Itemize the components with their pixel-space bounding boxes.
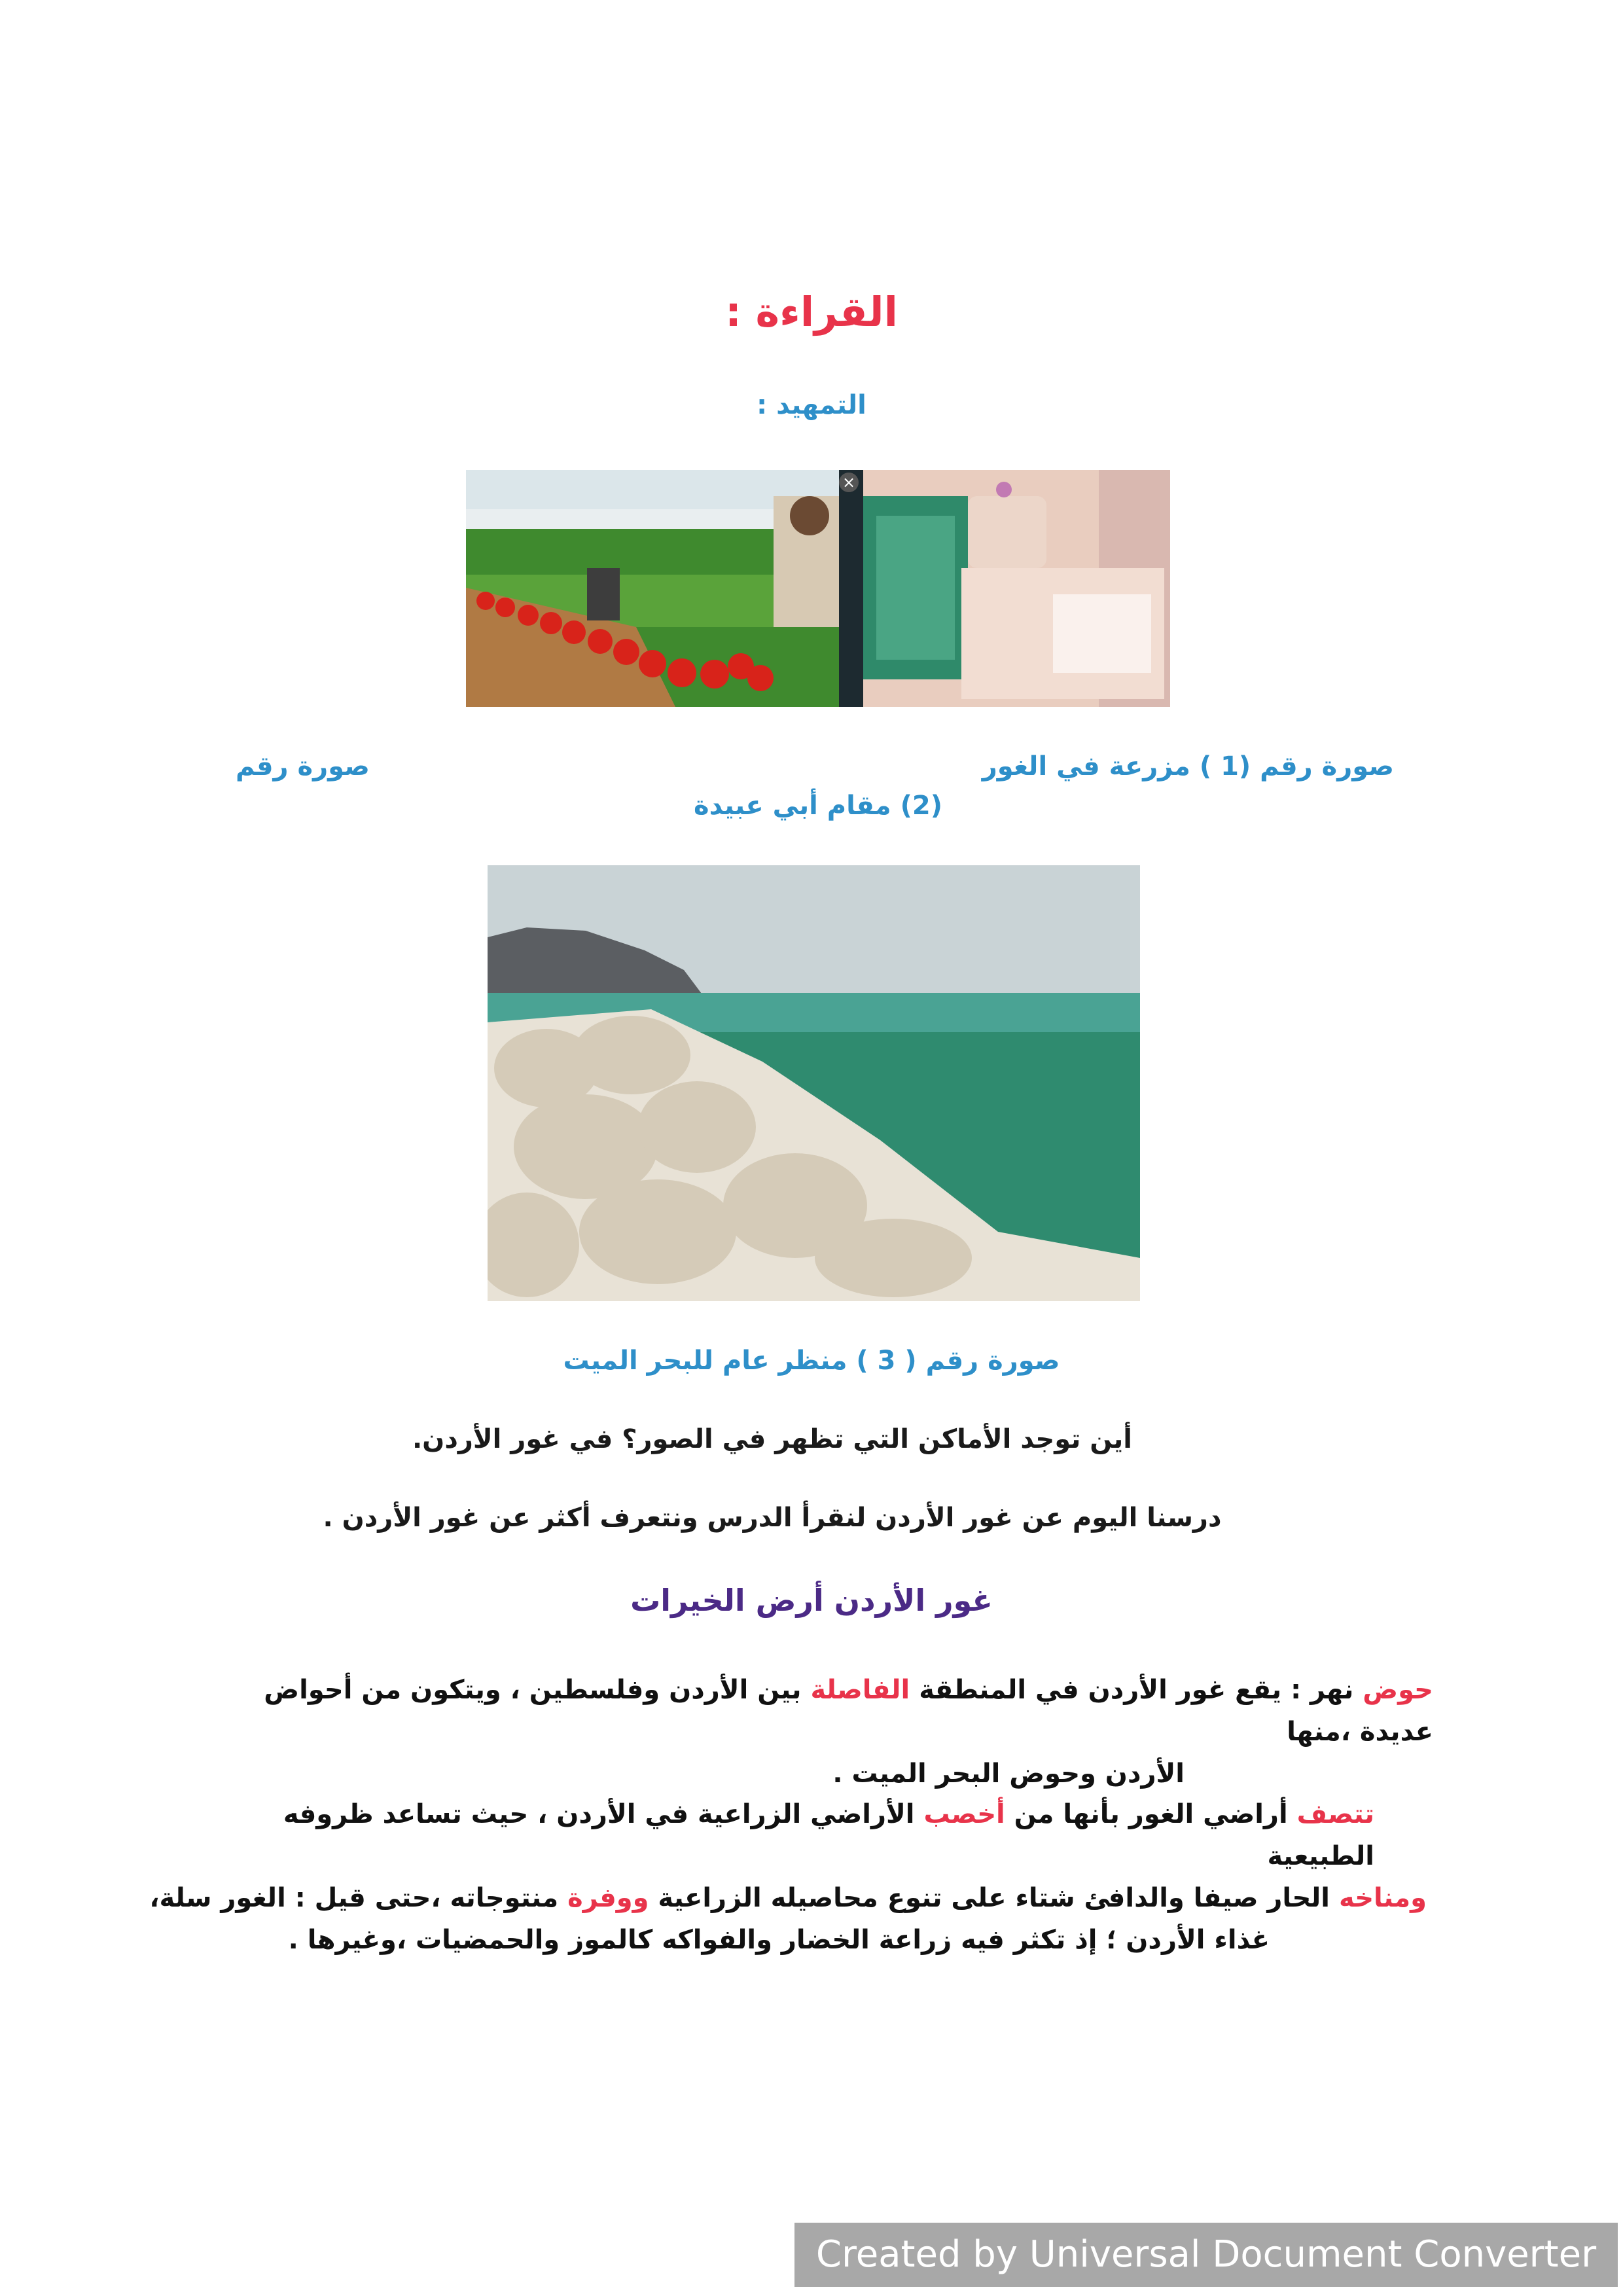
page-title: القراءة : [725,288,898,336]
highlight-word: ووفرة [567,1883,649,1913]
paragraph-1-line-2: الأردن وحوض البحر الميت . [832,1759,1185,1789]
photo-1-caption: صورة رقم (1 ) مزرعة في الغور [982,751,1394,781]
photo-3-caption: صورة رقم ( 3 ) منظر عام للبحر الميت [563,1346,1060,1376]
dead-sea-illustration [488,865,1140,1301]
paragraph-2-line-1 [196,1793,1427,1877]
paragraph-text: بين الأردن وفلسطين ، ويتكون من أحواض عديدة ،منها [264,1675,1433,1747]
shrine-illustration [863,470,1170,707]
paragraph-text: أراضي الغور بأنها من [1005,1799,1297,1829]
farm-photo [466,470,863,707]
shrine-photo [863,470,1170,707]
highlight-word: أخصب [923,1799,1005,1829]
highlight-word: ومناخه [1338,1883,1427,1913]
paragraph-text: منتوجاته ،حتى قيل : الغور سلة، [149,1883,568,1913]
paragraph-2 [149,1793,1427,1961]
photo-2-caption-part1: صورة رقم [236,751,370,781]
question-text: أين توجد الأماكن التي تظهر في الصور؟ في غور الأردن. [412,1424,1133,1454]
paragraph-1 [196,1669,1433,1795]
paragraph-text: نهر : يقع غور الأردن في المنطقة [910,1675,1363,1705]
intro-text: درسنا اليوم عن غور الأردن لنقرأ الدرس ونتعرف أكثر عن غور الأردن . [323,1503,1222,1533]
farm-illustration [466,470,863,707]
lesson-heading: غور الأردن أرض الخيرات [630,1583,993,1618]
paragraph-1-line-1 [196,1669,1433,1753]
paragraph-text: الحار صيفا والدافئ شتاء على تنوع محاصيله الزراعية [649,1883,1339,1913]
highlight-word: تتصف [1296,1799,1374,1829]
dead-sea-photo [488,865,1140,1301]
highlight-word: حوض [1363,1675,1433,1705]
paragraph-2-line-3: غذاء الأردن ؛ إذ تكثر فيه زراعة الخضار والفواكه كالموز والحمضيات ،وغيرها . [288,1925,1270,1955]
highlight-word: الفاصلة [810,1675,910,1705]
section-subtitle: التمهيد : [757,390,866,420]
photo-2-caption-part2: (2) مقام أبي عبيدة [694,791,942,821]
close-icon[interactable]: × [839,473,859,492]
paragraph-2-line-2 [124,1877,1427,1919]
watermark: Created by Universal Document Converter [794,2223,1618,2287]
paragraph-text: الأراضي الزراعية في الأردن ، حيث تساعد ظروفه الطبيعية [283,1799,1374,1871]
